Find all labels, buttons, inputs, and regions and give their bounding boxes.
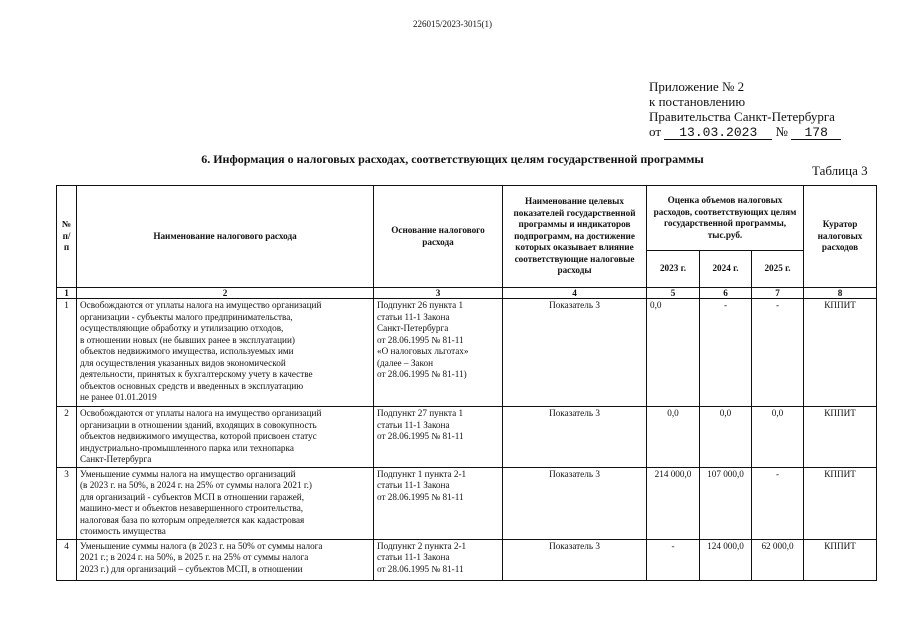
- appendix-line-3: Правительства Санкт-Петербурга: [649, 109, 835, 124]
- header-indicators: Наименование целевых показателей государственной программы и индикаторов подпрограмм, на достижение которых оказывает влияние соответствующие налоговые расходы: [503, 186, 647, 288]
- value-2023: 0,0: [647, 299, 700, 407]
- appendix-block: [649, 79, 841, 140]
- appendix-line-1: Приложение № 2: [649, 79, 745, 94]
- appendix-line-2: к постановлению: [649, 94, 746, 109]
- from-label: от: [649, 124, 662, 139]
- value-2023: 214 000,0: [647, 467, 700, 539]
- table-row: [57, 407, 877, 468]
- value-2025: -: [752, 467, 804, 539]
- value-2024: 107 000,0: [700, 467, 752, 539]
- table-row: [57, 467, 877, 539]
- column-number: 7: [752, 288, 804, 299]
- table-row: [57, 539, 877, 580]
- value-2025: 62 000,0: [752, 539, 804, 580]
- column-numbers-row: [57, 288, 877, 299]
- column-number: 8: [804, 288, 877, 299]
- header-curator: Куратор налоговых расходов: [804, 186, 877, 288]
- table-row: [57, 299, 877, 407]
- curator: КППИТ: [804, 407, 877, 468]
- row-number: 1: [57, 299, 77, 407]
- indicator: Показатель 3: [503, 467, 647, 539]
- row-number: 3: [57, 467, 77, 539]
- tax-expense-name: Уменьшение суммы налога (в 2023 г. на 50% от суммы налога 2021 г.; в 2024 г. на 50%, в 2025 г. на 25% от суммы налога 2023 г.) для организаций – субъектов МСП, в отношении: [77, 539, 374, 580]
- indicator: Показатель 3: [503, 539, 647, 580]
- column-number: 1: [57, 288, 77, 299]
- column-number: 4: [503, 288, 647, 299]
- section-title: 6. Информация о налоговых расходах, соответствующих целям государственной программы: [201, 152, 704, 166]
- appendix-line-4: [649, 124, 841, 140]
- curator: КППИТ: [804, 467, 877, 539]
- curator: КППИТ: [804, 299, 877, 407]
- value-2025: 0,0: [752, 407, 804, 468]
- column-number: 2: [77, 288, 374, 299]
- row-number: 2: [57, 407, 77, 468]
- header-row: [57, 186, 877, 251]
- column-number: 6: [700, 288, 752, 299]
- tax-expense-basis: Подпункт 2 пункта 2-1 статьи 11-1 Закона от 28.06.1995 № 81-11: [374, 539, 503, 580]
- header-2024: 2024 г.: [700, 251, 752, 288]
- header-2025: 2025 г.: [752, 251, 804, 288]
- column-number: 3: [374, 288, 503, 299]
- tax-expense-name: Уменьшение суммы налога на имущество организаций (в 2023 г. на 50%, в 2024 г. на 25% от суммы налога 2021 г.) для организаций - субъектов МСП в отношении гаражей, машино-мест и объектов незавершенного строительства, налоговая база по которым определяется как кадастровая стоимость имущества: [77, 467, 374, 539]
- tax-expense-name: Освобождаются от уплаты налога на имущество организаций организации в отношении зданий, входящих в совокупность объектов недвижимого имущества, которой присвоен статус индустриально-промышленного парка или технопарка Санкт-Петербурга: [77, 407, 374, 468]
- value-2024: -: [700, 299, 752, 407]
- tax-expense-basis: Подпункт 1 пункта 2-1 статьи 11-1 Закона от 28.06.1995 № 81-11: [374, 467, 503, 539]
- tax-expense-basis: Подпункт 27 пункта 1 статьи 11-1 Закона от 28.06.1995 № 81-11: [374, 407, 503, 468]
- header-2023: 2023 г.: [647, 251, 700, 288]
- value-2024: 0,0: [700, 407, 752, 468]
- header-estimate: Оценка объемов налоговых расходов, соответствующих целям государственной программы, тыс.руб.: [647, 186, 804, 251]
- curator: КППИТ: [804, 539, 877, 580]
- column-number: 5: [647, 288, 700, 299]
- indicator: Показатель 3: [503, 407, 647, 468]
- tax-expense-basis: Подпункт 26 пункта 1 статьи 11-1 Закона Санкт-Петербурга от 28.06.1995 № 81-11 «О налоговых льготах» (далее – Закон от 28.06.1995 № 81-11): [374, 299, 503, 407]
- header-name: Наименование налогового расхода: [77, 186, 374, 288]
- row-number: 4: [57, 539, 77, 580]
- value-2023: 0,0: [647, 407, 700, 468]
- document-number: 226015/2023-3015(1): [413, 19, 492, 29]
- number-label: №: [775, 124, 788, 139]
- indicator: Показатель 3: [503, 299, 647, 407]
- decree-date: 13.03.2023: [664, 126, 772, 140]
- tax-expense-name: Освобождаются от уплаты налога на имущество организаций организации - субъекты малого предпринимательства, осуществляющие обработку и утилизацию отходов, в отношении новых (не бывших ранее в эксплуатации) объектов недвижимого имущества, используемых ими для осуществления указанных видов экономической деятельности, принятых к бухгалтерскому учету в качестве объектов основных средств и введенных в эксплуатацию не ранее 01.01.2019: [77, 299, 374, 407]
- tax-expenses-table: [56, 185, 877, 581]
- value-2025: -: [752, 299, 804, 407]
- table-label: Таблица 3: [812, 163, 868, 178]
- header-num: № п/п: [57, 186, 77, 288]
- value-2023: -: [647, 539, 700, 580]
- header-basis: Основание налогового расхода: [374, 186, 503, 288]
- value-2024: 124 000,0: [700, 539, 752, 580]
- decree-number: 178: [791, 126, 841, 140]
